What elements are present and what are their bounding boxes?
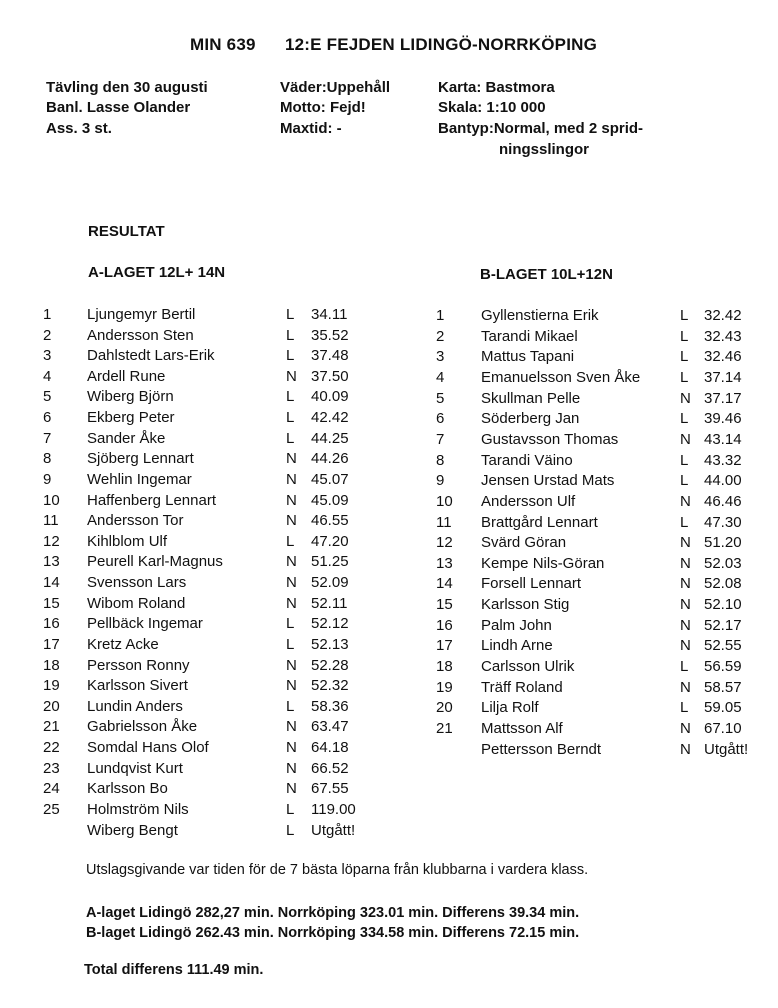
place-cell: 3 [436, 348, 445, 366]
club-code: L [286, 800, 295, 818]
club-code: L [286, 429, 295, 447]
runner-name: Andersson Tor [87, 512, 184, 530]
runner-name: Gustavsson Thomas [481, 430, 619, 448]
runner-name: Ljungemyr Bertil [87, 306, 196, 323]
club-code: N [286, 718, 297, 736]
club-code: L [680, 307, 689, 324]
club-code: N [286, 739, 297, 757]
runner-name: Kempe Nils-Göran [481, 554, 605, 572]
results-heading: RESULTAT [88, 223, 165, 240]
place-cell: 9 [43, 470, 52, 488]
club-code: N [680, 637, 691, 655]
time-cell: 52.10 [704, 596, 742, 614]
place-cell: 1 [43, 306, 52, 323]
club-code: N [286, 656, 297, 674]
time-cell: 47.30 [704, 513, 742, 531]
club-code: N [286, 470, 297, 488]
place-cell: 10 [43, 491, 60, 509]
club-code: L [680, 451, 689, 469]
place-cell: 6 [436, 410, 445, 428]
runner-name: Peurell Karl-Magnus [87, 553, 223, 571]
club-code: L [680, 410, 689, 428]
result-row [0, 328, 778, 348]
result-row [0, 658, 778, 678]
time-cell: 51.20 [704, 534, 742, 552]
result-row [0, 369, 778, 389]
time-cell: 52.55 [704, 637, 742, 655]
place-cell: 7 [436, 430, 445, 448]
info-course-type: Bantyp:Normal, med 2 sprid- [438, 120, 644, 137]
runner-name: Persson Ronny [87, 656, 190, 674]
place-cell: 18 [436, 658, 453, 676]
club-code: L [286, 615, 295, 633]
time-cell: 52.12 [311, 615, 349, 633]
place-cell: 10 [436, 492, 453, 510]
time-cell: 46.55 [311, 512, 349, 530]
place-cell: 25 [43, 800, 60, 818]
result-row [0, 390, 778, 410]
result-row [0, 555, 778, 575]
result-row [0, 699, 778, 719]
place-cell: 12 [43, 532, 60, 550]
time-cell: 46.46 [704, 492, 742, 510]
place-cell: 17 [436, 637, 453, 655]
club-code: L [286, 532, 295, 550]
club-code: N [680, 430, 691, 448]
club-code: L [680, 348, 689, 366]
time-cell: 32.43 [704, 327, 742, 345]
place-cell: 13 [436, 554, 453, 572]
result-row [0, 596, 778, 616]
place-cell: 16 [43, 615, 60, 633]
place-cell: 11 [43, 512, 59, 530]
runner-name: Skullman Pelle [481, 389, 581, 407]
time-cell: 58.57 [704, 678, 742, 696]
club-code: N [680, 575, 691, 593]
runner-name: Wibom Roland [87, 594, 186, 612]
total-difference: Total differens 111.49 min. [84, 962, 264, 978]
runner-name: Karlsson Stig [481, 596, 570, 614]
time-cell: 37.14 [704, 368, 742, 386]
runner-name: Kihlblom Ulf [87, 532, 168, 550]
place-cell: 5 [43, 388, 52, 406]
club-code: N [286, 759, 297, 777]
info-map: Karta: Bastmora [438, 79, 555, 96]
result-row [0, 679, 778, 699]
time-cell: 43.32 [704, 451, 742, 469]
place-cell: 4 [43, 367, 52, 385]
time-cell: 43.14 [704, 430, 742, 448]
result-row [0, 575, 778, 595]
runner-name: Ekberg Peter [87, 409, 175, 427]
a-team-heading: A-LAGET 12L+ 14N [88, 264, 226, 281]
place-cell: 3 [43, 347, 52, 365]
runner-name: Träff Roland [481, 678, 563, 696]
info-assistants: Ass. 3 st. [46, 120, 112, 137]
place-cell: 17 [43, 635, 60, 653]
result-row [0, 720, 778, 740]
result-row [0, 410, 778, 430]
time-cell: 52.13 [311, 635, 349, 653]
club-code: N [286, 367, 297, 385]
place-cell: 11 [436, 513, 452, 531]
club-code: N [680, 720, 691, 737]
club-code: L [286, 326, 295, 344]
time-cell: 66.52 [311, 759, 349, 777]
runner-name: Andersson Ulf [481, 492, 576, 510]
place-cell: 6 [43, 409, 52, 427]
runner-name: Wiberg Björn [87, 388, 174, 406]
club-code: N [286, 574, 297, 592]
runner-name: Emanuelsson Sven Åke [481, 368, 641, 386]
info-course-setter: Banl. Lasse Olander [46, 99, 191, 116]
runner-name: Kretz Acke [87, 635, 159, 653]
place-cell: 23 [43, 759, 60, 777]
time-cell: 35.52 [311, 326, 349, 344]
info-date: Tävling den 30 augusti [46, 79, 208, 96]
club-code: L [680, 699, 689, 717]
time-cell: 52.28 [311, 656, 349, 674]
runner-name: Svärd Göran [481, 534, 567, 552]
result-row [0, 801, 778, 821]
runner-name: Mattus Tapani [481, 348, 575, 366]
club-code: L [286, 306, 295, 323]
result-row [0, 741, 778, 761]
place-cell: 5 [436, 389, 445, 407]
runner-name: Haffenberg Lennart [87, 491, 216, 509]
time-cell: 67.55 [311, 780, 349, 798]
time-cell: 42.42 [311, 409, 349, 427]
club-code: L [286, 821, 295, 839]
time-cell: 44.26 [311, 450, 349, 468]
place-cell: 8 [43, 450, 52, 468]
runner-name: Gyllenstierna Erik [481, 307, 599, 324]
time-cell: 63.47 [311, 718, 349, 736]
info-maxtime: Maxtid: - [280, 120, 342, 137]
club-code: N [286, 491, 297, 509]
runner-name: Svensson Lars [87, 574, 187, 592]
time-cell: 37.48 [311, 347, 349, 365]
time-cell: 32.42 [704, 307, 742, 324]
place-cell: 22 [43, 739, 60, 757]
result-row [0, 493, 778, 513]
club-code: N [286, 780, 297, 798]
result-row [0, 307, 778, 327]
time-cell: 58.36 [311, 697, 349, 715]
runner-name: Gabrielsson Åke [87, 718, 198, 736]
b-team-heading: B-LAGET 10L+12N [480, 266, 613, 283]
doc-title: 12:E FEJDEN LIDINGÖ-NORRKÖPING [285, 35, 598, 54]
result-row [0, 452, 778, 472]
club-code: L [286, 347, 295, 365]
place-cell: 21 [436, 720, 453, 737]
club-code: N [680, 596, 691, 614]
club-code: L [286, 697, 295, 715]
runner-name: Karlsson Bo [87, 780, 168, 798]
result-row [0, 514, 778, 534]
club-code: N [286, 677, 297, 695]
runner-name: Somdal Hans Olof [87, 739, 209, 757]
club-code: L [286, 388, 295, 406]
place-cell: 15 [43, 594, 60, 612]
place-cell: 7 [43, 429, 52, 447]
club-code: N [680, 389, 691, 407]
place-cell: 20 [436, 699, 453, 717]
club-code: L [680, 368, 689, 386]
result-row [0, 617, 778, 637]
runner-name: Pettersson Berndt [481, 740, 602, 758]
club-code: N [680, 492, 691, 510]
result-row [0, 780, 778, 800]
runner-name: Sjöberg Lennart [87, 450, 194, 468]
club-code: N [680, 678, 691, 696]
time-cell: 39.46 [704, 410, 742, 428]
runner-name: Palm John [481, 616, 552, 634]
doc-code: MIN 639 [190, 35, 256, 54]
runner-name: Lindh Arne [481, 637, 553, 655]
time-cell: 64.18 [311, 739, 349, 757]
time-cell: 52.17 [704, 616, 742, 634]
club-code: N [286, 553, 297, 571]
time-cell: Utgått! [311, 821, 356, 839]
time-cell: 34.11 [311, 306, 348, 323]
info-weather: Väder:Uppehåll [280, 79, 391, 96]
time-cell: 52.08 [704, 575, 742, 593]
result-row [0, 822, 778, 842]
result-row [0, 760, 778, 780]
place-cell: 2 [43, 326, 52, 344]
runner-name: Andersson Sten [87, 326, 194, 344]
club-code: L [286, 635, 295, 653]
time-cell: 37.17 [704, 389, 742, 407]
place-cell: 21 [43, 718, 60, 736]
place-cell: 1 [436, 307, 445, 324]
place-cell: 8 [436, 451, 445, 469]
time-cell: 59.05 [704, 699, 742, 717]
place-cell: 14 [436, 575, 453, 593]
time-cell: 44.25 [311, 429, 349, 447]
club-code: N [680, 616, 691, 634]
club-code: L [680, 658, 689, 676]
place-cell: 20 [43, 697, 60, 715]
time-cell: 67.10 [704, 720, 742, 737]
result-row [0, 431, 778, 451]
place-cell: 12 [436, 534, 453, 552]
runner-name: Wehlin Ingemar [87, 470, 192, 488]
time-cell: 45.07 [311, 470, 349, 488]
club-code: N [286, 512, 297, 530]
place-cell: 2 [436, 327, 445, 345]
result-row [0, 534, 778, 554]
runner-name: Ardell Rune [87, 367, 166, 385]
club-code: L [680, 472, 689, 490]
time-cell: 52.09 [311, 574, 349, 592]
club-code: N [286, 450, 297, 468]
runner-name: Lundin Anders [87, 697, 183, 715]
club-code: L [680, 513, 689, 531]
time-cell: 52.03 [704, 554, 742, 572]
runner-name: Dahlstedt Lars-Erik [87, 347, 215, 365]
runner-name: Mattsson Alf [481, 720, 563, 737]
place-cell: 18 [43, 656, 60, 674]
time-cell: Utgått! [704, 740, 749, 758]
runner-name: Söderberg Jan [481, 410, 580, 428]
time-cell: 52.11 [311, 594, 348, 612]
runner-name: Pellbäck Ingemar [87, 615, 203, 633]
runner-name: Lundqvist Kurt [87, 759, 183, 777]
a-team-summary: A-laget Lidingö 282,27 min. Norrköping 323.01 min. Differens 39.34 min. [86, 905, 580, 921]
place-cell: 9 [436, 472, 445, 490]
footer-note: Utslagsgivande var tiden för de 7 bästa löparna från klubbarna i vardera klass. [86, 862, 589, 878]
club-code: L [286, 409, 295, 427]
info-motto: Motto: Fejd! [280, 99, 366, 116]
result-row [0, 348, 778, 368]
place-cell: 4 [436, 368, 445, 386]
place-cell: 16 [436, 616, 453, 634]
time-cell: 40.09 [311, 388, 349, 406]
club-code: L [680, 327, 689, 345]
time-cell: 37.50 [311, 367, 349, 385]
runner-name: Holmström Nils [87, 800, 189, 818]
runner-name: Tarandi Väino [481, 451, 573, 469]
place-cell: 24 [43, 780, 60, 798]
runner-name: Brattgård Lennart [481, 513, 598, 531]
time-cell: 52.32 [311, 677, 349, 695]
place-cell: 14 [43, 574, 60, 592]
b-team-summary: B-laget Lidingö 262.43 min. Norrköping 334.58 min. Differens 72.15 min. [86, 925, 580, 941]
result-row [0, 637, 778, 657]
place-cell: 19 [43, 677, 60, 695]
place-cell: 13 [43, 553, 60, 571]
runner-name: Lilja Rolf [481, 699, 539, 717]
runner-name: Forsell Lennart [481, 575, 582, 593]
time-cell: 44.00 [704, 472, 742, 490]
time-cell: 56.59 [704, 658, 742, 676]
runner-name: Karlsson Sivert [87, 677, 188, 695]
time-cell: 119.00 [311, 800, 356, 818]
time-cell: 51.25 [311, 553, 349, 571]
place-cell: 15 [436, 596, 453, 614]
time-cell: 45.09 [311, 491, 349, 509]
info-course-type-cont: ningsslingor [499, 141, 589, 158]
runner-name: Carlsson Ulrik [481, 658, 575, 676]
runner-name: Wiberg Bengt [87, 821, 178, 839]
club-code: N [680, 534, 691, 552]
runner-name: Tarandi Mikael [481, 327, 578, 345]
club-code: N [680, 554, 691, 572]
club-code: N [286, 594, 297, 612]
info-scale: Skala: 1:10 000 [438, 99, 546, 116]
time-cell: 32.46 [704, 348, 742, 366]
result-row [0, 472, 778, 492]
place-cell: 19 [436, 678, 453, 696]
time-cell: 47.20 [311, 532, 349, 550]
club-code: N [680, 740, 691, 758]
runner-name: Sander Åke [87, 429, 166, 447]
runner-name: Jensen Urstad Mats [481, 472, 615, 490]
